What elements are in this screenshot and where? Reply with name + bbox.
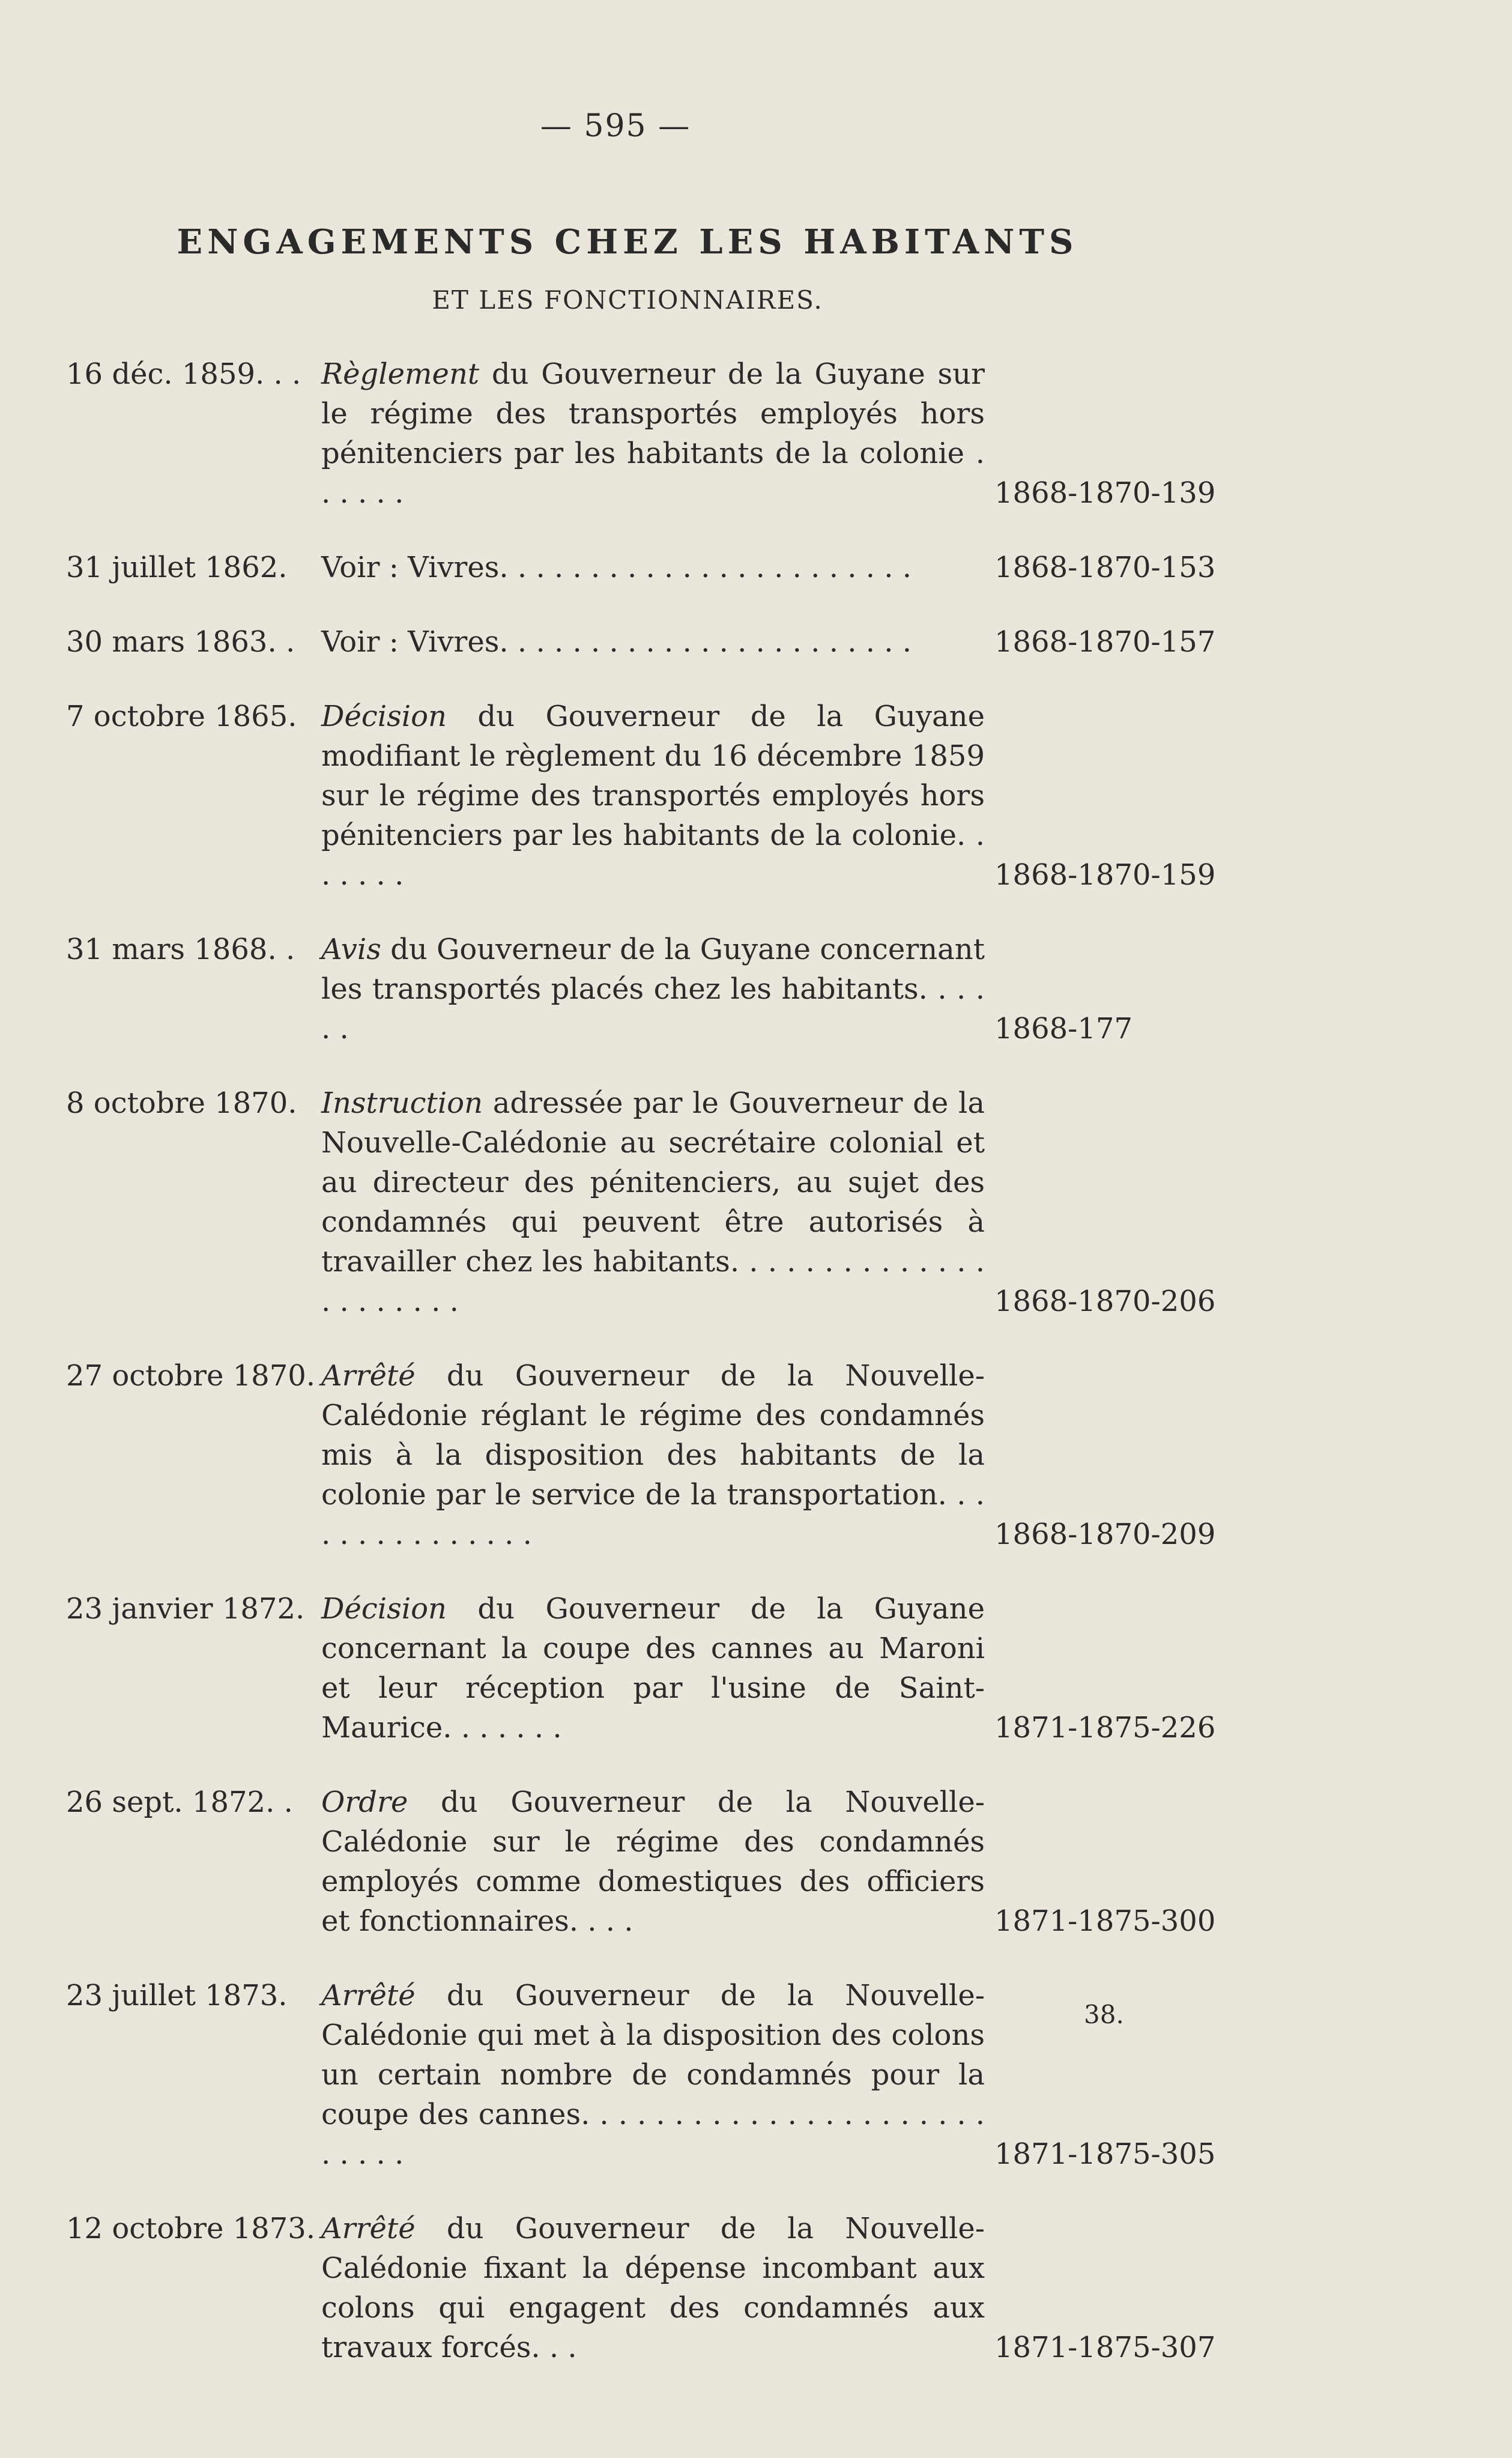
entry-text: du Gouverneur de la Guyane sur le régime des transportés employés hors pénitenciers par les habitants de la colonie . . . . . . [321,357,985,510]
entry-date: 12 octobre 1873. [66,2212,316,2245]
entry-text: du Gouverneur de la Nouvelle-Calédonie réglant le régime des condamnés mis à la disposition des habitants de la colonie par le service de la transportation. . . . . . . . . . . . . . . [321,1359,985,1551]
entry-description [321,1589,985,1748]
entry-date: 16 déc. 1859. . . [66,357,301,391]
entry-reference: 1871-1875-226 [994,1711,1216,1745]
section-title: ENGAGEMENTS CHEZ LES HABITANTS [177,222,1078,262]
entry-list [66,354,1237,2402]
entry-text: Voir : Vivres. . . . . . . . . . . . . . . . . . . . . . . [321,625,912,659]
entry-reference: 1868-177 [994,1012,1132,1046]
entry [66,354,1237,513]
entry-description [321,2209,985,2367]
entry [66,1589,1237,1748]
entry-description [321,1782,985,1941]
entry-text: du Gouverneur de la Guyane concernant la coupe des cannes au Maroni et leur réception par l'usine de Saint-Maurice. . . . . . . [321,1592,985,1745]
entry-keyword: Ordre [321,1785,408,1819]
entry-date: 31 juillet 1862. [66,551,288,584]
entry-reference: 1871-1875-307 [994,2331,1216,2364]
entry [66,930,1237,1049]
entry-description [321,1976,985,2174]
entry-reference: 1871-1875-300 [994,1904,1216,1938]
entry [66,548,1237,587]
entry-keyword: Règlement [321,357,480,391]
entry-description [321,697,985,895]
entry-description [321,622,985,662]
entry [66,697,1237,895]
entry-keyword: Décision [321,1592,447,1626]
entry-reference: 1868-1870-139 [994,476,1216,510]
entry-keyword: Avis [321,933,381,966]
entry-keyword: Arrêté [321,2212,416,2245]
entry [66,622,1237,662]
entry [66,2209,1237,2367]
entry-date: 23 janvier 1872. [66,1592,305,1626]
entry-text: du Gouverneur de la Nouvelle-Calédonie qui met à la disposition des colons un certain nombre de condamnés pour la coupe des cannes. . . . . . . . . . . . . . . . . . . . . . . . . . . [321,1979,985,2171]
page-number: — 595 — [540,108,691,144]
entry-description [321,548,985,587]
entry-reference: 1868-1870-159 [994,858,1216,892]
entry-keyword: Arrêté [321,1979,416,2012]
entry-description [321,1083,985,1321]
entry-description [321,930,985,1049]
entry [66,1782,1237,1941]
entry-keyword: Arrêté [321,1359,416,1393]
entry [66,1083,1237,1321]
entry-keyword: Instruction [321,1086,483,1120]
entry-date: 30 mars 1863. . [66,625,295,659]
entry-reference: 1868-1870-153 [994,551,1216,584]
entry-text: du Gouverneur de la Nouvelle-Calédonie sur le régime des condamnés employés comme domestiques des officiers et fonctionnaires. . . . [321,1785,985,1938]
entry-date: 7 octobre 1865. [66,700,297,733]
entry [66,1976,1237,2174]
signature-mark: 38. [1084,2000,1124,2029]
entry-keyword: Décision [321,700,447,733]
entry-reference: 1868-1870-157 [994,625,1216,659]
entry-reference: 1868-1870-209 [994,1518,1216,1551]
entry-description [321,1356,985,1554]
entry-date: 27 octobre 1870. [66,1359,316,1393]
entry-text: adressée par le Gouverneur de la Nouvelle-Calédonie au secrétaire colonial et au directeur des pénitenciers, au sujet des condamnés qui peuvent être autorisés à travailler chez les habitants. . . . . . . . . . . . . . . . . . . . . . [321,1086,985,1318]
entry-text: Voir : Vivres. . . . . . . . . . . . . . . . . . . . . . . [321,551,912,584]
entry-date: 8 octobre 1870. [66,1086,297,1120]
entry-reference: 1868-1870-206 [994,1285,1216,1318]
entry-date: 23 juillet 1873. [66,1979,288,2012]
entry-date: 26 sept. 1872. . [66,1785,293,1819]
section-subtitle: ET LES FONCTIONNAIRES. [432,285,823,315]
entry-reference: 1871-1875-305 [994,2137,1216,2171]
entry [66,1356,1237,1554]
entry-text: du Gouverneur de la Guyane modifiant le règlement du 16 décembre 1859 sur le régime des transportés employés hors pénitenciers par les habitants de la colonie. . . . . . . [321,700,985,892]
entry-description [321,354,985,513]
entry-text: du Gouverneur de la Nouvelle-Calédonie fixant la dépense incombant aux colons qui engagent des condamnés aux travaux forcés. . . [321,2212,985,2364]
entry-text: du Gouverneur de la Guyane concernant les transportés placés chez les habitants. . . . . . [321,933,985,1046]
entry-date: 31 mars 1868. . [66,933,295,966]
